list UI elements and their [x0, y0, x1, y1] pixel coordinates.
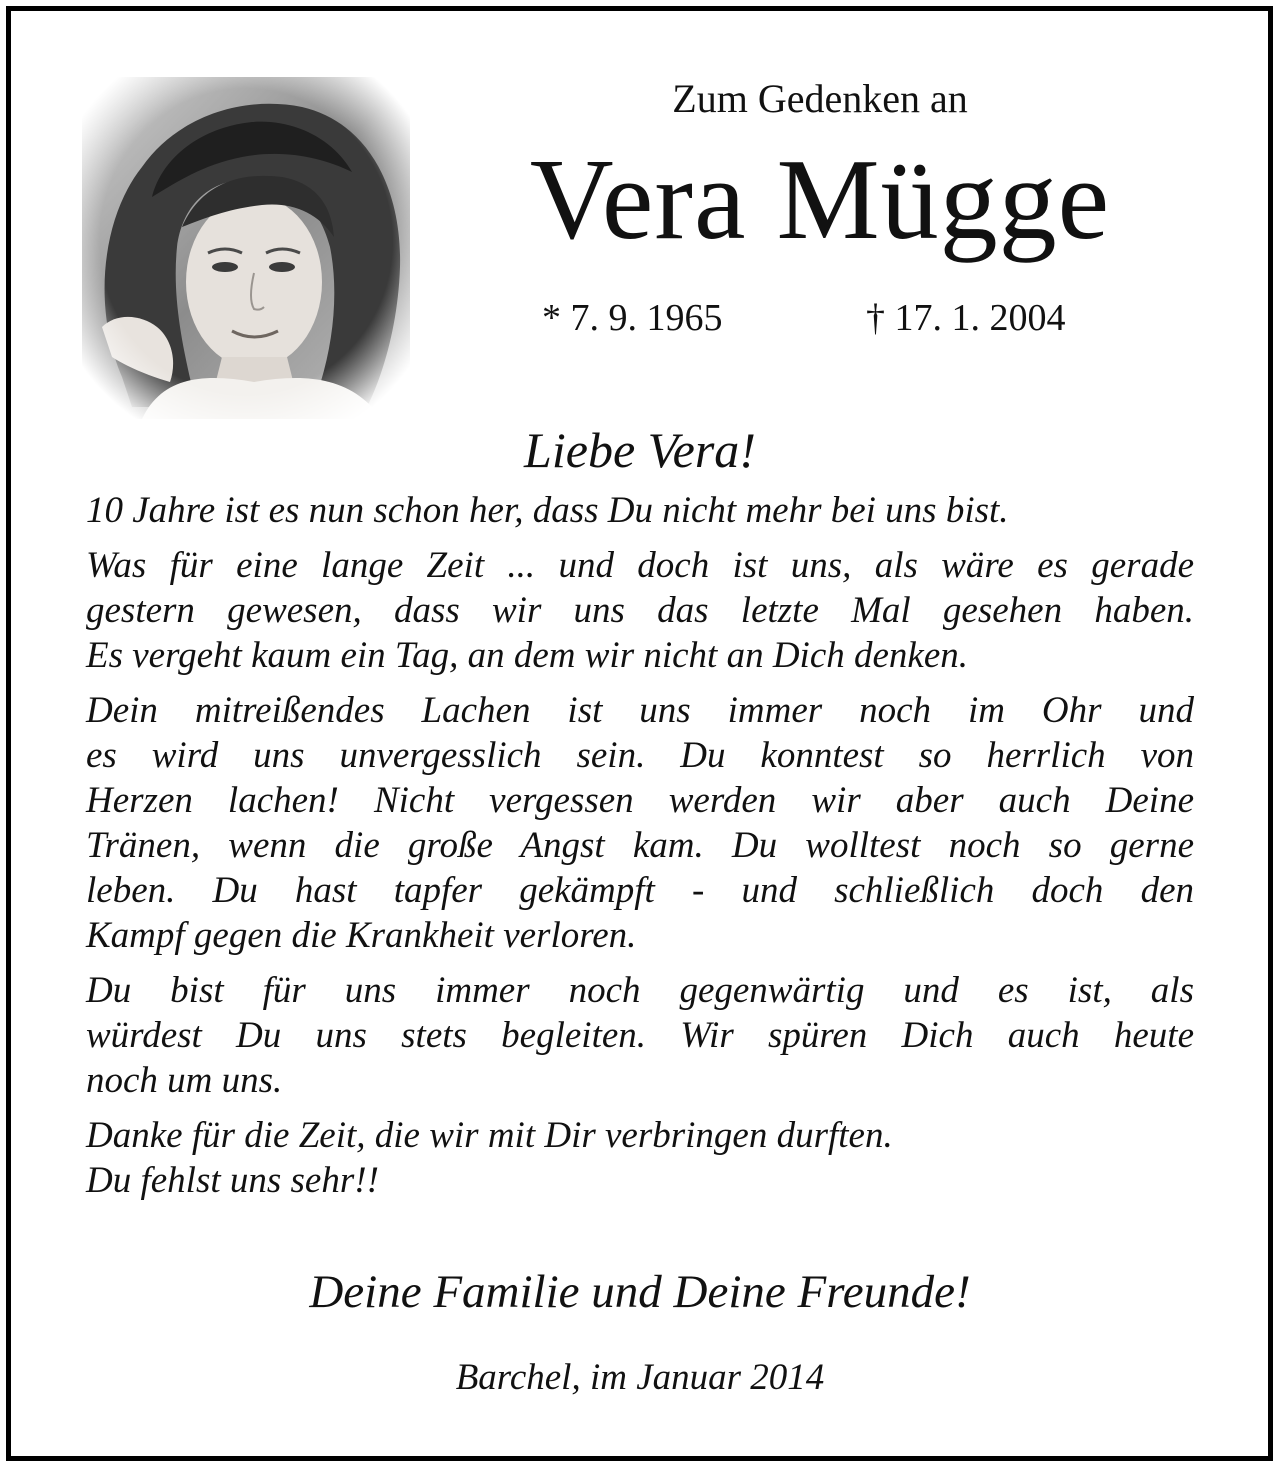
deceased-name: Vera Mügge: [529, 136, 1111, 264]
paragraph-4: [86, 968, 1194, 1103]
text-line: Du bist für uns immer noch gegenwärtig und es ist, als: [86, 970, 1194, 1011]
birth-date: * 7. 9. 1965: [542, 297, 723, 339]
text-line: Dein mitreißendes Lachen ist uns immer noch im Ohr und: [86, 690, 1194, 731]
text-line: leben. Du hast tapfer gekämpft - und schließlich doch den: [86, 870, 1194, 911]
text-line: Es vergeht kaum ein Tag, an dem wir nicht an Dich denken.: [86, 635, 969, 676]
text-line: 10 Jahre ist es nun schon her, dass Du nicht mehr bei uns bist.: [86, 490, 1009, 531]
text-line: noch um uns.: [86, 1060, 283, 1101]
text-line: es wird uns unvergesslich sein. Du konntest so herrlich von: [86, 735, 1194, 776]
memorial-intro: Zum Gedenken an: [672, 76, 968, 121]
death-date: † 17. 1. 2004: [866, 297, 1066, 339]
paragraph-3: [86, 688, 1194, 958]
text-line: Danke für die Zeit, die wir mit Dir verbringen durften.: [86, 1115, 893, 1156]
paragraph-5: [86, 1113, 1194, 1203]
memorial-text: [86, 488, 1194, 1213]
text-line: Herzen lachen! Nicht vergessen werden wir aber auch Deine: [86, 780, 1194, 821]
place-and-date: Barchel, im Januar 2014: [455, 1357, 825, 1398]
paragraph-1: [86, 488, 1194, 533]
paragraph-2: [86, 543, 1194, 678]
text-line: würdest Du uns stets begleiten. Wir spüren Dich auch heute: [86, 1015, 1194, 1056]
text-line: Du fehlst uns sehr!!: [86, 1160, 379, 1201]
text-line: Was für eine lange Zeit ... und doch ist uns, als wäre es gerade: [86, 545, 1194, 586]
greeting: Liebe Vera!: [524, 422, 756, 478]
text-line: Tränen, wenn die große Angst kam. Du wolltest noch so gerne: [86, 825, 1194, 866]
signature-line: Deine Familie und Deine Freunde!: [309, 1266, 971, 1318]
portrait-photo: [82, 77, 410, 419]
text-line: Kampf gegen die Krankheit verloren.: [86, 915, 637, 956]
text-line: gestern gewesen, dass wir uns das letzte Mal gesehen haben.: [86, 590, 1194, 631]
